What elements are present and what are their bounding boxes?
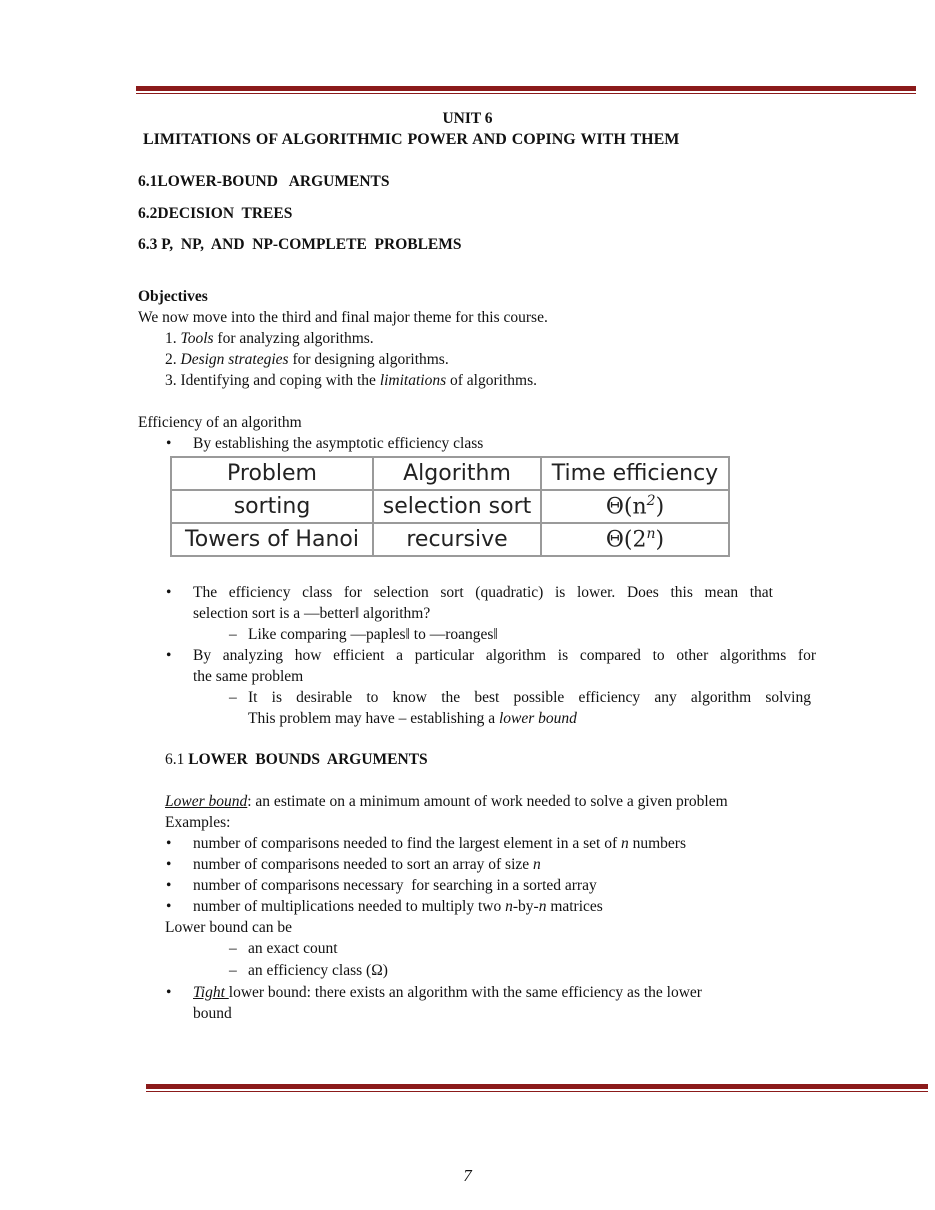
dash-glyph: – <box>229 689 237 706</box>
table-row <box>171 523 729 556</box>
bullet-glyph: • <box>166 984 172 1001</box>
efficiency-table <box>170 456 730 557</box>
toc-item-6-1: 6.1LOWER-BOUND ARGUMENTS <box>138 173 390 190</box>
top-rule <box>136 86 916 94</box>
unit-label: UNIT 6 <box>442 110 493 127</box>
sub-bullet-text: an exact count <box>248 940 338 957</box>
objective-item: 2. Design strategies for designing algorithms. <box>165 351 449 368</box>
objective-item: 3. Identifying and coping with the limitations of algorithms. <box>165 372 537 389</box>
objectives-heading: Objectives <box>138 288 208 305</box>
bullet-text: By analyzing how efficient a particular algorithm is compared to other algorithms for <box>193 647 816 664</box>
table-cell-efficiency: $\Theta(n^2)$ <box>541 490 729 523</box>
sub-bullet-text: This problem may have – establishing a lower bound <box>248 710 577 727</box>
bullet-glyph: • <box>166 898 172 915</box>
bottom-rule <box>146 1084 928 1092</box>
efficiency-bullet: By establishing the asymptotic efficiency class <box>193 435 484 452</box>
list-item: number of multiplications needed to multiply two n-by-n matrices <box>193 898 603 915</box>
table-cell-problem: sorting <box>171 490 373 523</box>
tight-bound-text: bound <box>193 1005 232 1022</box>
list-item: number of comparisons necessary for searching in a sorted array <box>193 877 597 894</box>
bullet-glyph: • <box>166 877 172 894</box>
page-number: 7 <box>463 1166 472 1185</box>
table-cell-algorithm: recursive <box>373 523 541 556</box>
examples-label: Examples: <box>165 814 231 831</box>
table-header-cell: Algorithm <box>373 457 541 490</box>
table-header-cell: Time efficiency <box>541 457 729 490</box>
bullet-text: The efficiency class for selection sort (quadratic) is lower. Does this mean that <box>193 584 773 601</box>
list-item: number of comparisons needed to sort an array of size n <box>193 856 541 873</box>
table-cell-problem: Towers of Hanoi <box>171 523 373 556</box>
tight-bound-text: Tight lower bound: there exists an algorithm with the same efficiency as the lower <box>193 984 702 1001</box>
section-heading: 6.1 LOWER BOUNDS ARGUMENTS <box>165 751 428 768</box>
toc-item-6-3: 6.3 P, NP, AND NP-COMPLETE PROBLEMS <box>138 236 462 253</box>
bullet-glyph: • <box>166 435 172 452</box>
sub-bullet-text: It is desirable to know the best possible efficiency any algorithm solving <box>248 689 811 706</box>
bullet-glyph: • <box>166 647 172 664</box>
list-item: number of comparisons needed to find the largest element in a set of n numbers <box>193 835 687 852</box>
page-title: LIMITATIONS OF ALGORITHMIC POWER AND COPING WITH THEM <box>143 131 680 148</box>
efficiency-heading: Efficiency of an algorithm <box>138 414 302 431</box>
dash-glyph: – <box>229 626 237 643</box>
table-header-row <box>171 457 729 490</box>
lower-bound-definition: Lower bound: an estimate on a minimum amount of work needed to solve a given problem <box>165 793 728 810</box>
table-cell-efficiency: Θ(2$^n$) <box>541 523 729 556</box>
bullet-text: selection sort is a ―better‖ algorithm? <box>193 605 431 622</box>
bullet-glyph: • <box>166 584 172 601</box>
table-header-cell: Problem <box>171 457 373 490</box>
table-cell-algorithm: selection sort <box>373 490 541 523</box>
bullet-glyph: • <box>166 835 172 852</box>
sub-bullet-text: an efficiency class (Ω) <box>248 962 388 979</box>
bullet-glyph: • <box>166 856 172 873</box>
toc-item-6-2: 6.2DECISION TREES <box>138 205 293 222</box>
dash-glyph: – <box>229 940 237 957</box>
lower-bound-can-be: Lower bound can be <box>165 919 292 936</box>
objective-item: 1. Tools for analyzing algorithms. <box>165 330 374 347</box>
bullet-text: the same problem <box>193 668 304 685</box>
table-row <box>171 490 729 523</box>
objectives-intro: We now move into the third and final major theme for this course. <box>138 309 548 326</box>
dash-glyph: – <box>229 962 237 979</box>
sub-bullet-text: Like comparing ―paples‖ to ―roanges‖ <box>248 626 498 643</box>
